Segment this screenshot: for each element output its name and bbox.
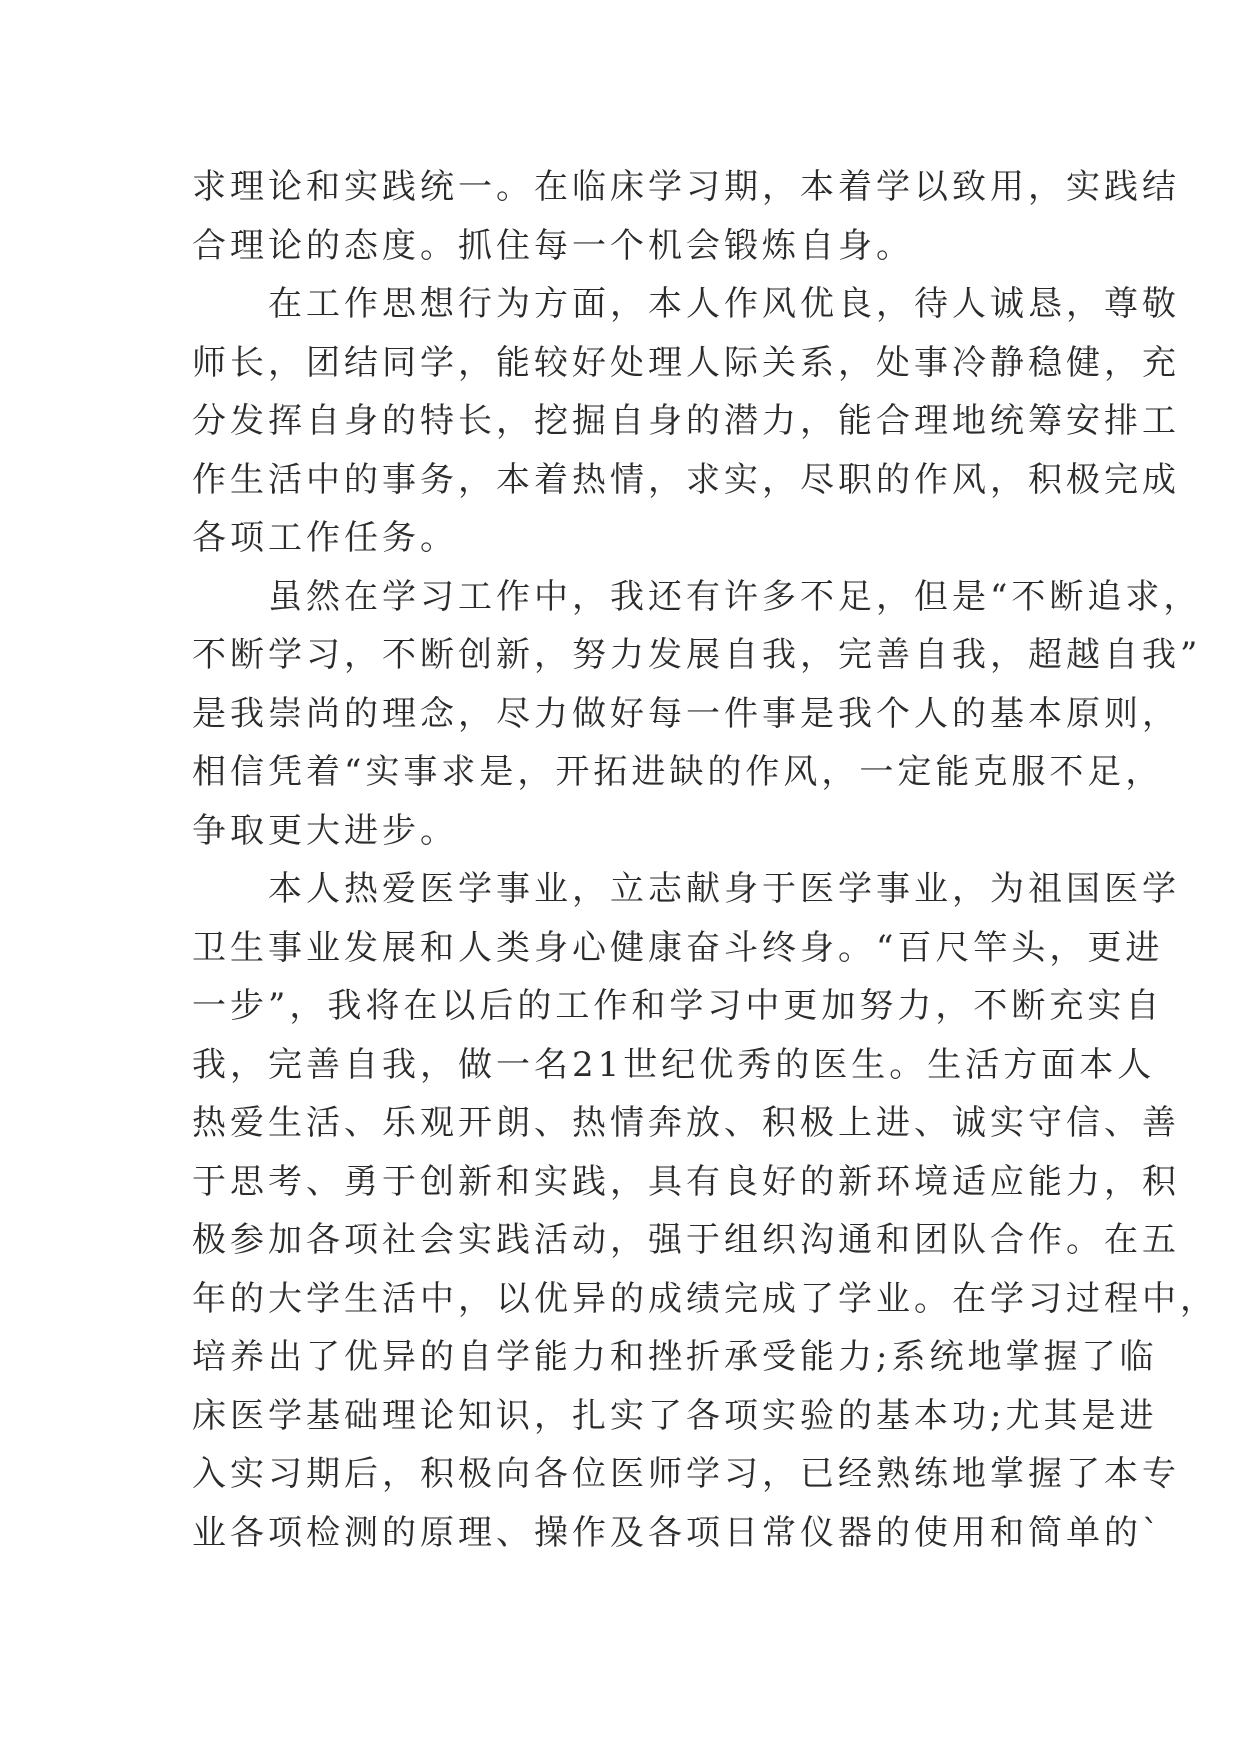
text-line: 各项工作任务。: [192, 518, 458, 558]
text-line: 在工作思想行为方面，本人作风优良，待人诚恳，尊敬: [268, 284, 1180, 324]
text-line: 是我崇尚的理念，尽力做好每一件事是我个人的基本原则，: [192, 693, 1180, 734]
text-line: 我，完善自我，做一名21世纪优秀的医生。生活方面本人: [192, 1044, 1156, 1085]
text-line: 年的大学生活中，以优异的成绩完成了学业。在学习过程中，: [192, 1278, 1218, 1319]
text-line: 求理论和实践统一。在临床学习期，本着学以致用，实践结: [192, 167, 1180, 207]
text-line: 入实习期后，积极向各位医师学习，已经熟练地掌握了本专: [192, 1454, 1180, 1494]
text-line: 极参加各项社会实践活动，强于组织沟通和团队合作。在五: [192, 1220, 1180, 1260]
text-line: 于思考、勇于创新和实践，具有良好的新环境适应能力，积: [192, 1161, 1180, 1202]
text-line: 师长，团结同学，能较好处理人际关系，处事冷静稳健，充: [192, 342, 1180, 383]
text-line: 一步”，我将在以后的工作和学习中更加努力，不断充实自: [192, 986, 1164, 1026]
text-line: 床医学基础理论知识，扎实了各项实验的基本功;尤其是进: [192, 1395, 1158, 1436]
text-line: 合理论的态度。抓住每一个机会锻炼自身。: [192, 225, 914, 266]
text-line: 争取更大进步。: [192, 810, 458, 851]
text-line: 不断学习，不断创新，努力发展自我，完善自我，超越自我”: [192, 635, 1202, 675]
text-line: 培养出了优异的自学能力和挫折承受能力;系统地掌握了临: [192, 1337, 1158, 1377]
document-body: [192, 158, 1218, 1562]
text-line: 卫生事业发展和人类身心健康奋斗终身。“百尺竿头，更进: [192, 927, 1164, 968]
text-line: 本人热爱医学事业，立志献身于医学事业，为祖国医学: [268, 869, 1180, 909]
text-line: 分发挥自身的特长，挖掘自身的潜力，能合理地统筹安排工: [192, 401, 1180, 441]
text-line: 相信凭着“实事求是，开拓进缺的作风，一定能克服不足，: [192, 752, 1164, 792]
text-line: 热爱生活、乐观开朗、热情奔放、积极上进、诚实守信、善: [192, 1103, 1180, 1143]
text-line: 业各项检测的原理、操作及各项日常仪器的使用和简单的`: [192, 1512, 1163, 1553]
text-line: 虽然在学习工作中，我还有许多不足，但是“不断追求，: [268, 576, 1202, 617]
text-line: 作生活中的事务，本着热情，求实，尽职的作风，积极完成: [192, 459, 1180, 500]
